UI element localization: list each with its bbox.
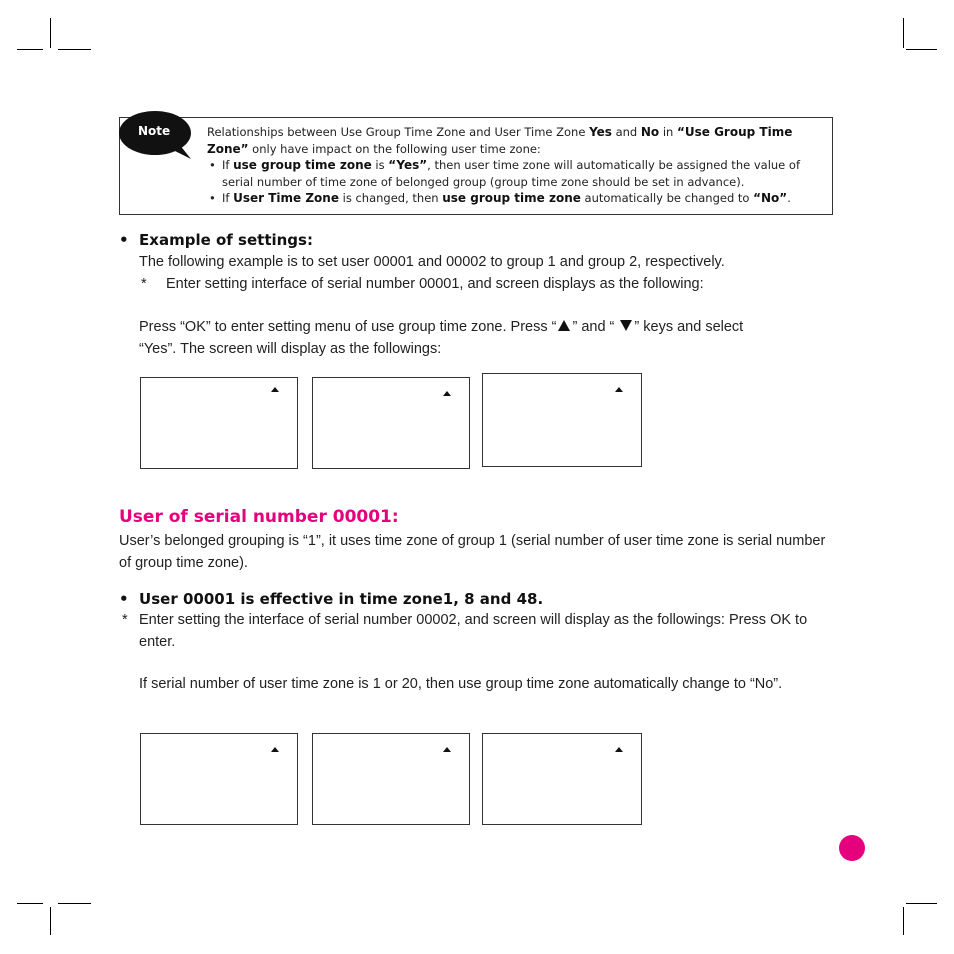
note-text [207, 124, 823, 207]
star-marker: * [141, 276, 147, 292]
note-badge-label: Note [138, 124, 171, 138]
section-heading: User of serial number 00001: [119, 507, 399, 527]
crop-mark [903, 907, 904, 935]
crop-mark [17, 903, 43, 904]
example-paragraph: Enter setting interface of serial number 00001, and screen displays as the following: [166, 276, 704, 292]
lcd-screen [140, 733, 298, 825]
star-marker: * [122, 612, 128, 628]
bullet-dot: • [119, 590, 140, 608]
up-key-icon [558, 320, 570, 331]
note-intro: Relationships between Use Group Time Zone and User Time Zone Yes and No in “Use Group Time Zone” only have impact on the following user time zone: [207, 125, 793, 156]
triangle-up-icon [271, 387, 279, 392]
lcd-screen [312, 733, 470, 825]
example-paragraph: The following example is to set user 00001 and 00002 to group 1 and group 2, respectively. [139, 254, 725, 270]
triangle-up-icon [615, 747, 623, 752]
down-key-icon [620, 320, 632, 331]
crop-mark [906, 903, 937, 904]
user1-paragraph: Enter setting the interface of serial number 00002, and screen will display as the followings: Press OK to enter. [139, 612, 808, 650]
example-paragraph: Press “OK” to enter setting menu of use group time zone. Press “ ” and “ ” keys and select “Yes”. The screen will display as the followings: [139, 319, 744, 357]
crop-mark [50, 18, 51, 48]
bullet-dot: • [119, 231, 140, 249]
user1-paragraph: If serial number of user time zone is 1 or 20, then use group time zone automatically change to “No”. [139, 676, 783, 692]
triangle-up-icon [443, 747, 451, 752]
crop-mark [58, 49, 91, 50]
note-bullet-item: • If use group time zone is “Yes”, then user time zone will automatically be assigned the value of serial number of time zone of belonged group (group time zone should be set in advance). [209, 158, 800, 189]
user1-paragraph: User’s belonged grouping is “1”, it uses time zone of group 1 (serial number of user time zone is serial number of group time zone). [119, 533, 826, 571]
crop-mark [50, 907, 51, 935]
note-bullet-item: • If User Time Zone is changed, then use group time zone automatically be changed to “No”. [209, 191, 791, 205]
lcd-screen [140, 377, 298, 469]
example-heading: • Example of settings: [119, 231, 313, 249]
user1-bullet-heading: • User 00001 is effective in time zone1, 8 and 48. [119, 590, 544, 608]
lcd-screen [482, 733, 642, 825]
lcd-screen [482, 373, 642, 467]
crop-mark [903, 18, 904, 48]
crop-mark [58, 903, 91, 904]
triangle-up-icon [443, 391, 451, 396]
triangle-up-icon [615, 387, 623, 392]
lcd-screen [312, 377, 470, 469]
page-marker [839, 835, 865, 861]
crop-mark [906, 49, 937, 50]
crop-mark [17, 49, 43, 50]
triangle-up-icon [271, 747, 279, 752]
